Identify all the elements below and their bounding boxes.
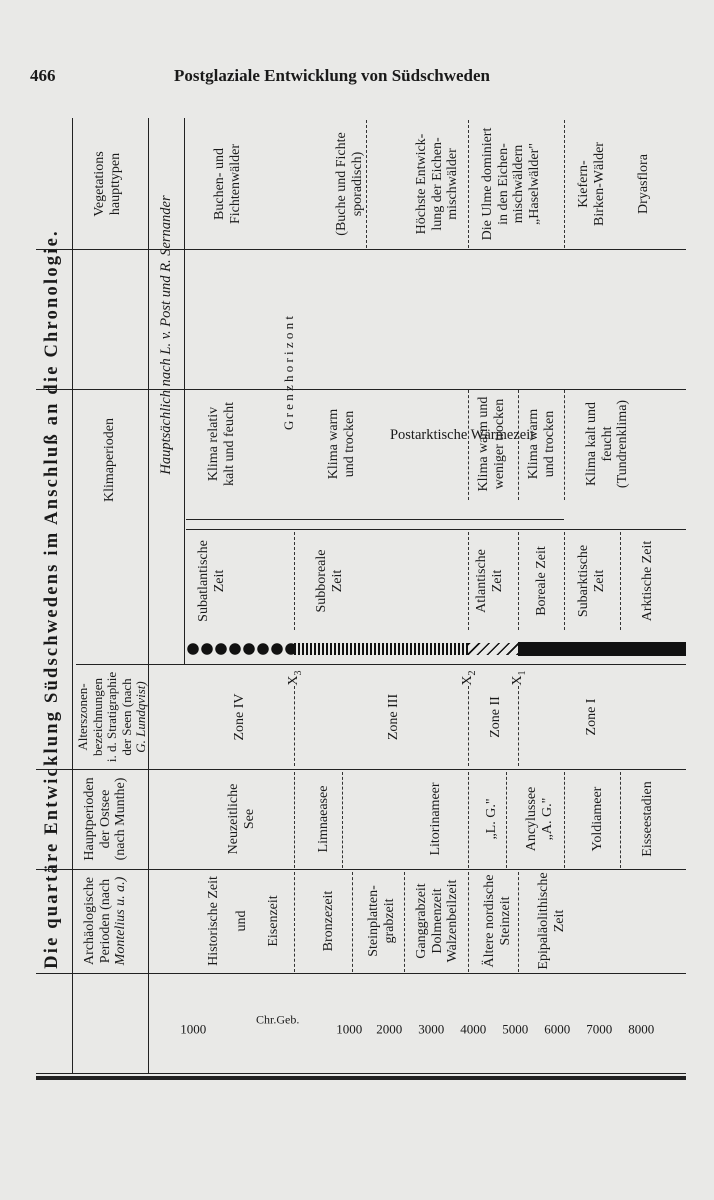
period-subatlantische: Subatlantische Zeit xyxy=(196,540,227,622)
running-title: Postglaziale Entwicklung von Südschweden xyxy=(174,66,490,85)
klima-column-header: Klimaperioden xyxy=(102,418,117,502)
postarktische-label: Postarktische Wärmezeit xyxy=(389,426,535,443)
year-label: 2000 xyxy=(376,1021,403,1037)
arch-historische: Historische Zeit xyxy=(206,876,221,966)
chronology-table xyxy=(36,118,686,1080)
ostsee-ancylus: Ancylussee „A. G." xyxy=(524,786,555,852)
climate-c5: Klima kalt und feucht (Tundrenklima) xyxy=(584,399,631,489)
year-label: 5000 xyxy=(502,1021,529,1037)
veg-v6: Dryasflora xyxy=(636,154,651,214)
veg-v1: Buchen- und Fichtenwälder xyxy=(212,143,243,225)
zone-iv: Zone IV xyxy=(232,693,247,741)
zone-iii: Zone III xyxy=(386,693,401,741)
period-atlantische: Atlantische Zeit xyxy=(474,549,505,613)
boundary-x3: $X_3$ xyxy=(286,670,304,686)
year-label: Chr.Geb. xyxy=(256,1012,300,1027)
arch-nordische: Ältere nordische Steinzeit xyxy=(482,874,513,968)
year-label: 4000 xyxy=(460,1021,487,1037)
climate-c4: Klima warm und trocken xyxy=(526,408,557,480)
year-label: 8000 xyxy=(628,1021,655,1037)
arch-column-header: Archäologische Perioden (nach Montelius u. a.) xyxy=(82,876,129,966)
veg-column-header: Vegetations haupttypen xyxy=(92,151,123,217)
zone-ii: Zone II xyxy=(488,696,503,738)
ostsee-limnaea: Limnaeasee xyxy=(316,785,331,853)
period-boreale: Boreale Zeit xyxy=(534,546,549,616)
chronology-table-content xyxy=(36,118,686,1080)
page-number: 466 xyxy=(30,66,56,85)
zone-i: Zone I xyxy=(584,698,599,736)
arch-epipal: Epipaläolithische Zeit xyxy=(536,872,567,970)
ostsee-lg: „L. G." xyxy=(484,798,499,840)
period-subboreale: Subboreale Zeit xyxy=(314,549,345,613)
climate-c2: Klima warm und trocken xyxy=(326,408,357,480)
year-label: 1000 xyxy=(180,1021,207,1037)
boundary-x2: $X_2$ xyxy=(460,670,478,686)
zonen-column-header: Alterszonen- bezeichnungen i. d. Stratigraphie der Seen (nach G. Lundqvist) xyxy=(75,671,149,763)
ostsee-eisseestadien: Eisseestadien xyxy=(640,781,655,857)
period-arktische: Arktische Zeit xyxy=(640,540,655,622)
arch-und: und xyxy=(234,910,249,932)
ostsee-litorina: Litorinameer xyxy=(428,782,443,856)
ostsee-yoldia: Yoldiameer xyxy=(590,786,605,852)
period-subarktische: Subarktische Zeit xyxy=(576,544,607,618)
climate-c3: Klima warm und weniger trocken xyxy=(476,396,507,492)
arch-bronzezeit: Bronzezeit xyxy=(321,890,336,952)
veg-v2: (Buche und Fichte sporadisch) xyxy=(334,132,365,236)
boundary-x1: $X_1$ xyxy=(510,670,528,686)
ostsee-column-header: Hauptperioden der Ostsee (nach Munthe) xyxy=(82,777,129,861)
veg-v3: Höchste Entwick- lung der Eichen- mischwälder xyxy=(414,133,461,235)
veg-v5: Kiefern- Birken-Wälder xyxy=(576,142,607,226)
arch-eisenzeit: Eisenzeit xyxy=(266,895,281,947)
year-label: 6000 xyxy=(544,1021,571,1037)
climate-c1: Klima relativ kalt und feucht xyxy=(206,402,237,486)
arch-ganggrab: Ganggrabzeit Dolmenzeit Walzenbeilzeit xyxy=(414,879,461,963)
veg-v4: Die Ulme dominiert in den Eichen- mischwäldern „Haselwälder" xyxy=(480,127,543,241)
arch-steinplatten: Steinplatten- grabzeit xyxy=(366,885,397,957)
year-label: 7000 xyxy=(586,1021,613,1037)
year-label: 1000 xyxy=(336,1021,363,1037)
year-label: 3000 xyxy=(418,1021,445,1037)
table-title: Die quartäre Entwicklung Südschwedens im Anschluß an die Chronologie. xyxy=(42,229,62,969)
sub-header: Hauptsächlich nach L. v. Post und R. Sernander xyxy=(158,195,174,475)
ostsee-neuzeitliche: Neuzeitliche See xyxy=(226,783,257,855)
grenzhorizont: G r e n z h o r i z o n t xyxy=(281,315,296,431)
